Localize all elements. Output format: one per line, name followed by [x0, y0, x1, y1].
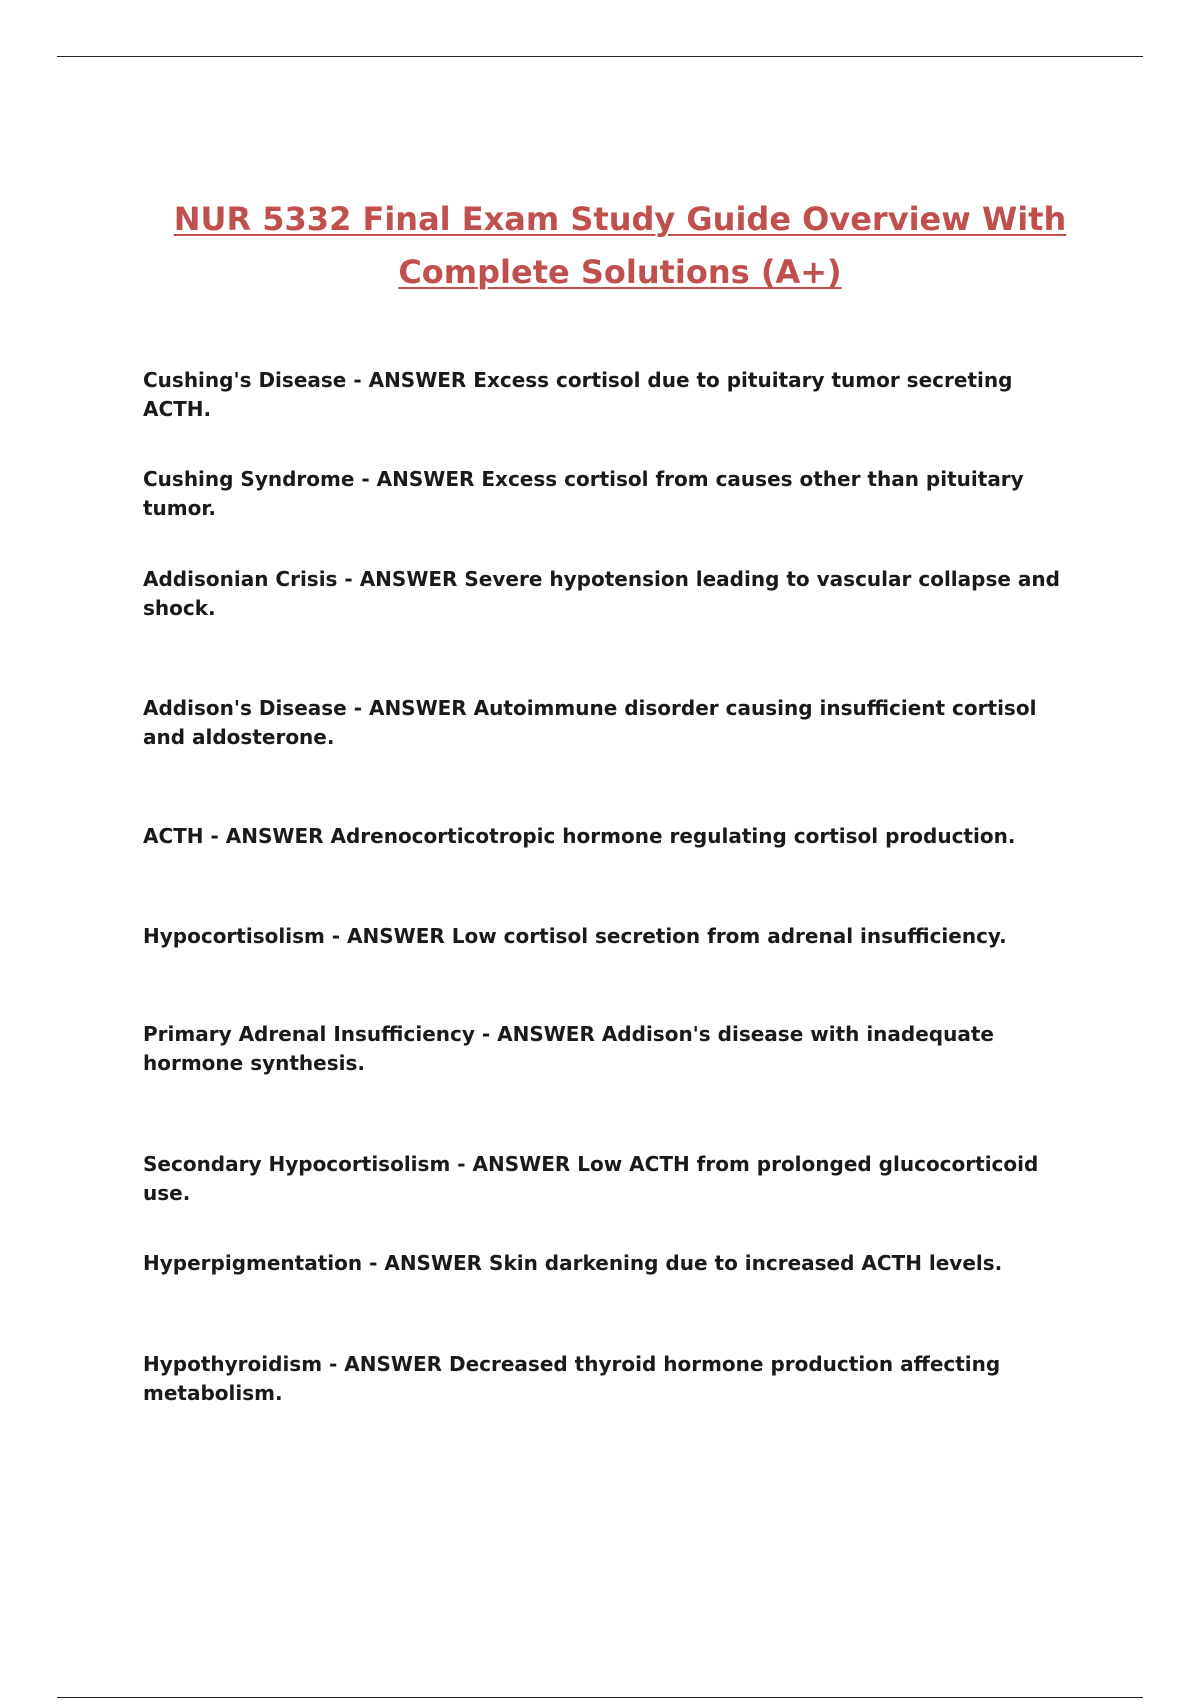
qa-term: Cushing Syndrome	[143, 467, 355, 491]
qa-item-addisons-disease	[143, 694, 1083, 752]
qa-separator: - ANSWER	[203, 824, 331, 848]
qa-separator: - ANSWER	[362, 1251, 490, 1275]
qa-answer: Low cortisol secretion from adrenal insufficiency.	[451, 924, 1007, 948]
qa-item-hypocortisolism	[143, 922, 1083, 951]
qa-separator: - ANSWER	[346, 696, 474, 720]
qa-term: Hypocortisolism	[143, 924, 325, 948]
qa-item-hypothyroidism	[143, 1350, 1083, 1408]
qa-item-hyperpigmentation	[143, 1249, 1083, 1278]
qa-term: Hyperpigmentation	[143, 1251, 363, 1275]
qa-separator: - ANSWER	[346, 368, 474, 392]
qa-term: Hypothyroidism	[143, 1352, 323, 1376]
qa-separator: - ANSWER	[354, 467, 482, 491]
qa-item-cushing-syndrome	[143, 465, 1083, 523]
qa-answer: Low ACTH from prolonged glucocorticoid use.	[143, 1152, 1039, 1205]
qa-item-primary-adrenal-insufficiency	[143, 1020, 1083, 1078]
qa-answer: Addison's disease with inadequate hormone synthesis.	[143, 1022, 994, 1075]
qa-term: ACTH	[143, 824, 204, 848]
qa-item-acth	[143, 822, 1083, 851]
qa-item-cushings-disease	[143, 366, 1083, 424]
qa-term: Secondary Hypocortisolism	[143, 1152, 451, 1176]
document-title	[150, 193, 1090, 299]
qa-separator: - ANSWER	[324, 924, 452, 948]
qa-separator: - ANSWER	[322, 1352, 449, 1376]
qa-answer: Adrenocorticotropic hormone regulating cortisol production.	[330, 824, 1016, 848]
qa-separator: - ANSWER	[450, 1152, 578, 1176]
qa-term: Addisonian Crisis	[143, 567, 338, 591]
qa-answer: Autoimmune disorder causing insufficient cortisol and aldosterone.	[143, 696, 1037, 749]
footer-rule	[57, 1697, 1143, 1698]
qa-term: Cushing's Disease	[143, 368, 347, 392]
qa-separator: - ANSWER	[474, 1022, 602, 1046]
qa-term: Primary Adrenal Insufficiency	[143, 1022, 475, 1046]
qa-answer: Excess cortisol due to pituitary tumor secreting ACTH.	[143, 368, 1013, 421]
header-rule	[57, 56, 1143, 57]
qa-answer: Severe hypotension leading to vascular collapse and shock.	[143, 567, 1060, 620]
qa-answer: Skin darkening due to increased ACTH levels.	[489, 1251, 1003, 1275]
qa-answer: Excess cortisol from causes other than pituitary tumor.	[143, 467, 1024, 520]
qa-separator: - ANSWER	[337, 567, 465, 591]
title-line-2: Complete Solutions (A+)	[398, 253, 842, 291]
qa-item-secondary-hypocortisolism	[143, 1150, 1083, 1208]
title-line-1: NUR 5332 Final Exam Study Guide Overview With	[173, 200, 1067, 238]
qa-item-addisonian-crisis	[143, 565, 1083, 623]
qa-term: Addison's Disease	[143, 696, 347, 720]
qa-answer: Decreased thyroid hormone production affecting metabolism.	[143, 1352, 1001, 1405]
